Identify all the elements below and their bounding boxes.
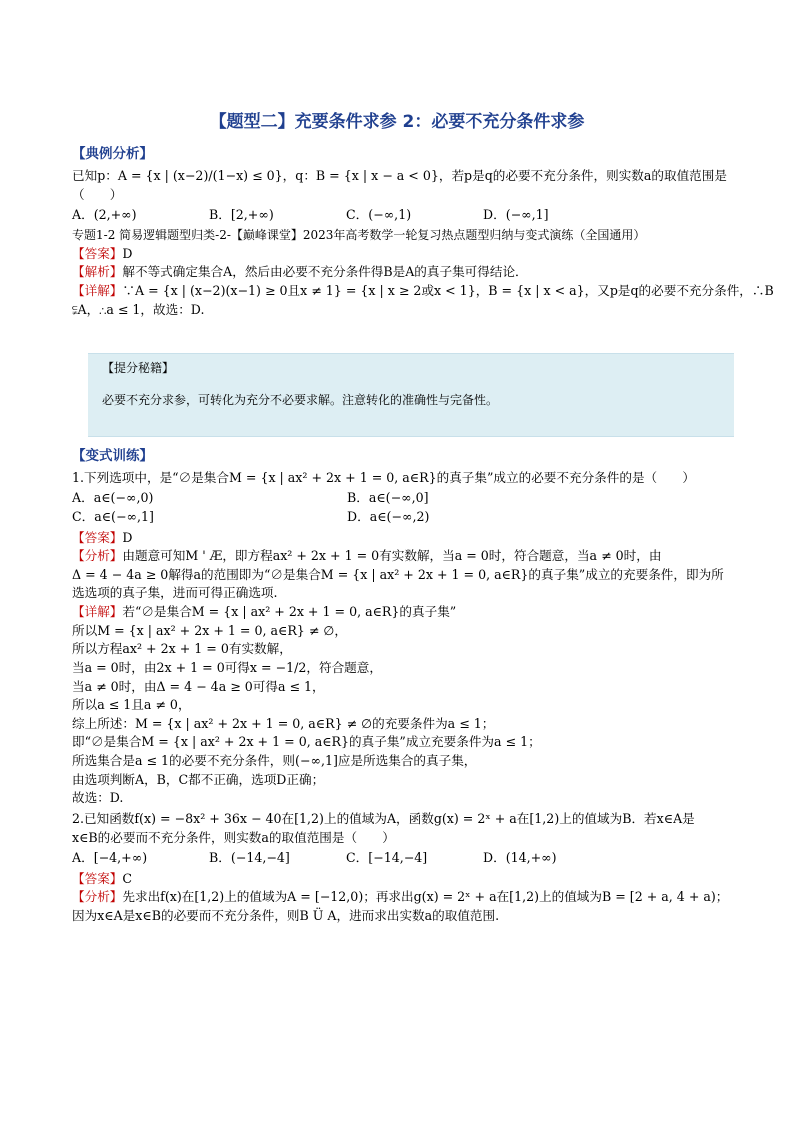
option-b: B．[2,+∞) xyxy=(209,207,274,223)
detail-text: ∵A = {x | (x−2)(x−1) ≥ 0且x ≠ 1} = {x | x ≥ 2或x < 1}，B = {x | x < a}，又p是q的必要不充分条件，∴B xyxy=(122,283,774,298)
q1-step: 当a ≠ 0时，由Δ = 4 − 4a ≥ 0可得a ≤ 1， xyxy=(72,678,325,694)
q2-stem: 2.已知函数f(x) = −8x² + 36x − 40在[1,2)上的值域为A，函数g(x) = 2ˣ + a在[1,2)上的值域为B．若x∈A是 xyxy=(72,810,695,826)
example-detail-cont: ⫋A，∴a ≤ 1，故选：D. xyxy=(72,301,205,317)
q2-option-a: A．[−4,+∞) xyxy=(72,850,148,866)
q1-analysis-label: 【分析】 xyxy=(72,548,123,564)
source-line: 专题1-2 简易逻辑题型归类-2-【巅峰课堂】2023年高考数学一轮复习热点题型归纳与变式演练（全国通用） xyxy=(72,228,646,242)
document-page xyxy=(72,110,774,926)
q2-stem-cont: x∈B的必要而不充分条件，则实数a的取值范围是（ ） xyxy=(72,829,395,845)
q1-step: 所选集合是a ≤ 1的必要不充分条件，则(−∞,1]应是所选集合的真子集， xyxy=(72,753,477,769)
example-detail xyxy=(72,282,774,301)
example-analysis xyxy=(72,263,722,282)
q1-option-c: C．a∈(−∞,1] xyxy=(72,508,154,524)
q1-option-d: D．a∈(−∞,2) xyxy=(347,508,430,524)
q1-step: 故选：D. xyxy=(72,790,124,806)
q1-analysis-text: 由题意可知M ' Æ，即方程ax² + 2x + 1 = 0有实数解，当a = 0时，符合题意，当a ≠ 0时，由 xyxy=(122,548,662,564)
q1-step: 所以M = {x | ax² + 2x + 1 = 0, a∈R} ≠ ∅， xyxy=(72,622,347,638)
q1-stem: 1.下列选项中，是“∅是集合M = {x | ax² + 2x + 1 = 0, a∈R}的真子集”成立的必要不充分条件的是（ ） xyxy=(72,469,695,485)
analysis-text: 解不等式确定集合A，然后由必要不充分条件得B是A的真子集可得结论． xyxy=(122,264,528,280)
page-title: 【题型二】充要条件求参 2：必要不充分条件求参 xyxy=(209,112,585,132)
q2-options xyxy=(72,849,722,868)
example-options xyxy=(72,206,722,225)
option-a: A．(2,+∞) xyxy=(72,207,137,223)
q2-analysis-label: 【分析】 xyxy=(72,889,123,905)
detail-label: 【详解】 xyxy=(72,283,123,298)
q1-answer-value: D xyxy=(122,529,133,545)
analysis-label: 【解析】 xyxy=(72,264,123,280)
q1-step: 当a = 0时，由2x + 1 = 0可得x = −1/2，符合题意， xyxy=(72,659,382,675)
option-d: D．(−∞,1] xyxy=(483,207,549,223)
q1-step: 所以方程ax² + 2x + 1 = 0有实数解， xyxy=(72,641,292,657)
practice-heading: 【变式训练】 xyxy=(72,447,153,464)
q1-option-b: B．a∈(−∞,0] xyxy=(347,490,429,506)
answer-value: D xyxy=(122,245,133,261)
q2-option-c: C．[−14,−4] xyxy=(346,850,428,866)
answer-label: 【答案】 xyxy=(72,245,123,261)
tip-body: 必要不充分求参，可转化为充分不必要求解。注意转化的准确性与完备性。 xyxy=(102,393,499,407)
q1-detail-head: 若“∅是集合M = {x | ax² + 2x + 1 = 0, a∈R}的真子集” xyxy=(122,604,457,620)
option-c: C．(−∞,1) xyxy=(346,207,412,223)
example-stem: 已知p：A = {x | (x−2)/(1−x) ≤ 0}，q：B = {x | x − a < 0}，若p是q的必要不充分条件，则实数a的取值范围是 xyxy=(72,168,727,184)
q1-answer xyxy=(72,529,722,548)
example-heading: 【典例分析】 xyxy=(72,146,153,163)
q2-analysis-cont: 因为x∈A是x∈B的必要而不充分条件，则B Ü A，进而求出实数a的取值范围. xyxy=(72,908,500,924)
q2-analysis-text: 先求出f(x)在[1,2)上的值域为A = [−12,0)；再求出g(x) = 2ˣ + a在[1,2)上的值域为B = [2 + a, 4 + a)； xyxy=(122,889,729,905)
q2-answer-value: C xyxy=(122,870,133,886)
q1-analysis-end: 选选项的真子集，进而可得正确选项. xyxy=(72,585,278,601)
example-stem-blank: （ ） xyxy=(72,186,123,202)
q2-answer-label: 【答案】 xyxy=(72,870,123,886)
q2-option-b: B．(−14,−4] xyxy=(209,850,290,866)
q1-options xyxy=(72,489,722,526)
q1-analysis-cont: Δ = 4 − 4a ≥ 0解得a的范围即为“∅是集合M = {x | ax² + 2x + 1 = 0, a∈R}的真子集”成立的充要条件，即为所 xyxy=(72,566,724,582)
q1-step: 由选项判断A，B，C都不正确，选项D正确； xyxy=(72,771,325,787)
q1-detail xyxy=(72,603,722,622)
q1-analysis xyxy=(72,547,722,566)
tip-title: 【提分秘籍】 xyxy=(102,361,175,376)
q1-option-a: A．a∈(−∞,0) xyxy=(72,490,154,506)
q1-step: 即“∅是集合M = {x | ax² + 2x + 1 = 0, a∈R}的真子集”成立充要条件为a ≤ 1； xyxy=(72,734,541,750)
q1-step: 综上所述：M = {x | ax² + 2x + 1 = 0, a∈R} ≠ ∅的充要条件为a ≤ 1； xyxy=(72,715,495,731)
tip-box xyxy=(88,353,734,437)
q1-detail-label: 【详解】 xyxy=(72,604,123,620)
q2-answer xyxy=(72,870,722,889)
q1-step: 所以a ≤ 1且a ≠ 0， xyxy=(72,697,191,713)
example-answer xyxy=(72,245,722,264)
q1-answer-label: 【答案】 xyxy=(72,529,123,545)
q2-analysis xyxy=(72,888,729,907)
q2-option-d: D．(14,+∞) xyxy=(483,850,557,866)
